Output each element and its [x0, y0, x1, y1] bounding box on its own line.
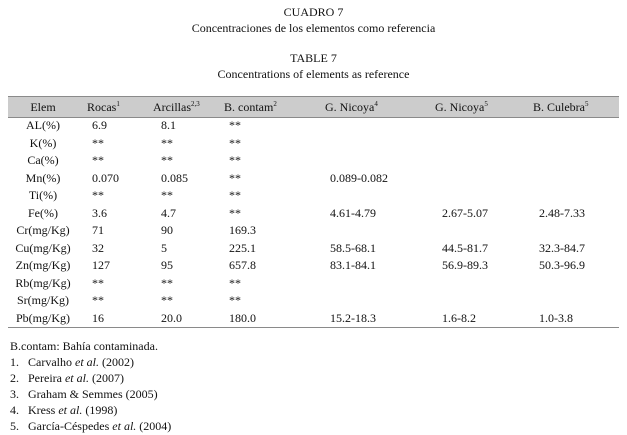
cell-arcillas: 5: [161, 240, 167, 255]
cell-arcillas: 0.085: [161, 170, 188, 185]
column-header-g-nicoya-4: G. Nicoya$^4$: [325, 99, 378, 114]
cell-b-contam: 657.8: [229, 258, 256, 273]
cell-elem: Mn(%): [25, 170, 61, 185]
cell-rocas: **: [92, 188, 104, 203]
table-caption-es: Concentraciones de los elementos como referencia: [191, 21, 436, 35]
cell-rocas: 6.9: [92, 118, 107, 133]
cell-g-nicoya-4: [308, 152, 418, 170]
cell-b-culebra: 32.3-84.7: [539, 240, 585, 255]
cell-b-culebra: [518, 292, 619, 310]
cell-b-contam: **: [229, 153, 241, 168]
table-row: [8, 117, 619, 135]
cell-b-culebra: 50.3-96.9: [539, 258, 585, 273]
cell-g-nicoya-4: 15.2-18.3: [330, 310, 376, 325]
cell-elem: Rb(mg/Kg): [15, 275, 71, 290]
cell-elem: Cr(mg/Kg): [16, 223, 70, 238]
table-footnotes: [10, 338, 171, 434]
cell-b-contam: 180.0: [229, 310, 256, 325]
table-row: [8, 275, 619, 293]
table-label-es: CUADRO 7: [283, 5, 344, 19]
cell-b-culebra: [518, 187, 619, 205]
cell-g-nicoya-5: [418, 292, 518, 310]
cell-g-nicoya-4: 4.61-4.79: [330, 205, 376, 220]
cell-arcillas: 95: [161, 258, 173, 273]
footnote-bcontam: B.contam: Bahía contaminada.: [10, 339, 158, 353]
cell-b-culebra: [518, 222, 619, 240]
cell-rocas: **: [92, 153, 104, 168]
cell-b-culebra: [518, 152, 619, 170]
column-header-rocas: Rocas$^1$: [87, 99, 120, 114]
cell-g-nicoya-4: 83.1-84.1: [330, 258, 376, 273]
column-header-arcillas: Arcillas$^{2,3}$: [153, 99, 200, 114]
cell-arcillas: **: [161, 275, 173, 290]
cell-b-culebra: 2.48-7.33: [539, 205, 585, 220]
cell-elem: Pb(mg/Kg): [16, 310, 70, 325]
footnote-ref-4: 4. Kress et al. (1998): [10, 403, 118, 417]
column-header-elem: Elem: [30, 99, 56, 114]
cell-b-culebra: [518, 170, 619, 188]
cell-g-nicoya-5: [418, 117, 518, 135]
cell-rocas: 71: [92, 223, 104, 238]
footnote-ref-5: 5. García-Céspedes et al. (2004): [10, 419, 172, 433]
column-header-b-contam: B. contam$^2$: [224, 99, 277, 114]
cell-g-nicoya-4: [308, 292, 418, 310]
table-caption-en: Concentrations of elements as reference: [217, 67, 410, 81]
cell-g-nicoya-5: 1.6-8.2: [442, 310, 476, 325]
cell-rocas: 32: [92, 240, 104, 255]
footnote-ref-3: 3. Graham & Semmes (2005): [10, 387, 158, 401]
cell-g-nicoya-4: [308, 187, 418, 205]
cell-arcillas: **: [161, 293, 173, 308]
cell-rocas: **: [92, 135, 104, 150]
cell-g-nicoya-5: 56.9-89.3: [442, 258, 488, 273]
cell-g-nicoya-5: 2.67-5.07: [442, 205, 488, 220]
cell-g-nicoya-5: [418, 187, 518, 205]
cell-b-contam: 225.1: [229, 240, 256, 255]
reference-concentrations-table: [8, 97, 619, 327]
table-row: [8, 222, 619, 240]
cell-arcillas: **: [161, 135, 173, 150]
cell-g-nicoya-4: [308, 275, 418, 293]
cell-rocas: **: [92, 275, 104, 290]
cell-b-culebra: [518, 117, 619, 135]
cell-rocas: 0.070: [92, 170, 119, 185]
cell-g-nicoya-5: [418, 170, 518, 188]
cell-b-contam: **: [229, 170, 241, 185]
cell-g-nicoya-5: 44.5-81.7: [442, 240, 488, 255]
cell-g-nicoya-4: 0.089-0.082: [330, 170, 388, 185]
table-row: [8, 135, 619, 153]
table-bottom-rule: [8, 327, 619, 328]
table-row: [8, 257, 619, 275]
cell-g-nicoya-4: 58.5-68.1: [330, 240, 376, 255]
footnote-ref-2: 2. Pereira et al. (2007): [10, 371, 124, 385]
cell-g-nicoya-4: [308, 135, 418, 153]
cell-b-culebra: 1.0-3.8: [539, 310, 573, 325]
cell-rocas: 16: [92, 310, 104, 325]
cell-arcillas: **: [161, 153, 173, 168]
cell-arcillas: 4.7: [161, 205, 176, 220]
cell-g-nicoya-4: [308, 117, 418, 135]
cell-elem: K(%): [29, 135, 57, 150]
table-row: [8, 187, 619, 205]
footnote-ref-1: 1. Carvalho et al. (2002): [10, 355, 134, 369]
table-row: [8, 310, 619, 328]
cell-elem: AL(%): [26, 118, 60, 133]
cell-rocas: **: [92, 293, 104, 308]
cell-g-nicoya-5: [418, 135, 518, 153]
cell-elem: Ca(%): [27, 153, 59, 168]
cell-b-contam: **: [229, 293, 241, 308]
column-header-b-culebra: B. Culebra$^5$: [533, 99, 589, 114]
cell-elem: Ti(%): [28, 188, 58, 203]
cell-b-contam: 169.3: [229, 223, 256, 238]
cell-elem: Cu(mg/Kg): [15, 240, 71, 255]
table-row: [8, 152, 619, 170]
cell-arcillas: **: [161, 188, 173, 203]
cell-b-contam: **: [229, 188, 241, 203]
cell-b-contam: **: [229, 118, 241, 133]
cell-arcillas: 90: [161, 223, 173, 238]
cell-rocas: 3.6: [92, 205, 107, 220]
cell-elem: Sr(mg/Kg): [17, 293, 69, 308]
table-row: [8, 170, 619, 188]
cell-arcillas: 20.0: [161, 310, 182, 325]
table-row: [8, 240, 619, 258]
cell-g-nicoya-5: [418, 275, 518, 293]
table-header-row: [8, 97, 619, 117]
cell-b-culebra: [518, 135, 619, 153]
table-row: [8, 205, 619, 223]
cell-b-contam: **: [229, 205, 241, 220]
cell-arcillas: 8.1: [161, 118, 176, 133]
cell-rocas: 127: [92, 258, 110, 273]
column-header-g-nicoya-5: G. Nicoya$^5$: [435, 99, 488, 114]
cell-b-contam: **: [229, 275, 241, 290]
cell-g-nicoya-5: [418, 152, 518, 170]
cell-elem: Zn(mg/Kg): [15, 258, 71, 273]
cell-b-culebra: [518, 275, 619, 293]
cell-g-nicoya-5: [418, 222, 518, 240]
cell-elem: Fe(%): [28, 205, 58, 220]
table-label-en: TABLE 7: [290, 51, 337, 65]
cell-g-nicoya-4: [308, 222, 418, 240]
table-row: [8, 292, 619, 310]
cell-b-contam: **: [229, 135, 241, 150]
